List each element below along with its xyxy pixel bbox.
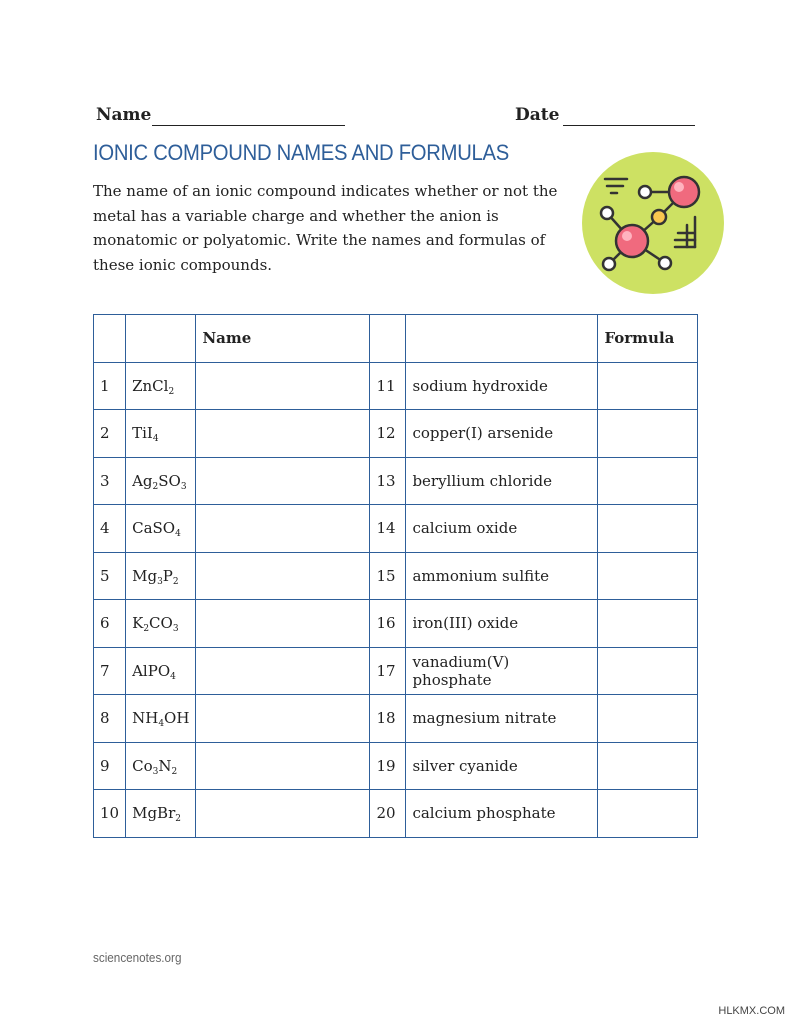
formula-answer-cell[interactable]	[598, 552, 698, 600]
row-number-left: 8	[94, 695, 126, 743]
formula-subscript: 4	[152, 434, 159, 445]
formula-answer-cell[interactable]	[598, 742, 698, 790]
formula-subscript: 2	[168, 386, 175, 397]
col-header	[126, 315, 196, 363]
row-number-right: 12	[370, 410, 406, 458]
formula-subscript: 4	[175, 529, 181, 540]
table-row	[94, 695, 698, 743]
row-number-left: 9	[94, 742, 126, 790]
formula-part: CaSO	[132, 519, 176, 538]
formula-subscript: 2	[152, 481, 159, 492]
table-row	[94, 742, 698, 790]
formula-part: Ag	[132, 471, 153, 490]
formula-subscript: 2	[171, 766, 178, 777]
formula-part: SO	[158, 471, 181, 490]
molecule-icon	[581, 151, 725, 295]
formula-subscript: 4	[158, 719, 165, 730]
row-number-left: 2	[94, 410, 126, 458]
name-answer-cell[interactable]	[196, 790, 370, 838]
compound-formula	[126, 742, 196, 790]
name-answer-cell[interactable]	[196, 647, 370, 695]
formula-subscript: 3	[152, 766, 159, 777]
formula-subscript: 3	[180, 481, 187, 492]
footer-site: sciencenotes.org	[93, 950, 182, 965]
compound-name: calcium phosphate	[406, 790, 598, 838]
compound-formula	[126, 600, 196, 648]
compound-formula	[126, 505, 196, 553]
table-header-row	[94, 315, 698, 363]
formula-part: AlPO	[132, 661, 171, 680]
header-row	[96, 105, 696, 131]
formula-part: NH	[132, 709, 159, 728]
formula-part: P	[162, 566, 173, 585]
row-number-right: 11	[370, 362, 406, 410]
formula-part: ZnCl	[132, 376, 169, 395]
formula-part: N	[158, 756, 172, 775]
formula-part: Co	[132, 756, 153, 775]
table-row	[94, 457, 698, 505]
table-row	[94, 600, 698, 648]
row-number-left: 6	[94, 600, 126, 648]
row-number-right: 15	[370, 552, 406, 600]
formula-subscript: 3	[172, 624, 179, 635]
page-title: IONIC COMPOUND NAMES AND FORMULAS	[93, 140, 509, 165]
table-row	[94, 410, 698, 458]
row-number-right: 19	[370, 742, 406, 790]
name-answer-cell[interactable]	[196, 600, 370, 648]
compound-name: beryllium chloride	[406, 457, 598, 505]
row-number-right: 16	[370, 600, 406, 648]
formula-part: MgBr	[132, 804, 176, 823]
table-row	[94, 647, 698, 695]
formula-answer-cell[interactable]	[598, 790, 698, 838]
formula-answer-cell[interactable]	[598, 362, 698, 410]
row-number-left: 5	[94, 552, 126, 600]
table-row	[94, 790, 698, 838]
row-number-right: 18	[370, 695, 406, 743]
compound-name: ammonium sulfite	[406, 552, 598, 600]
formula-subscript: 2	[175, 814, 181, 825]
row-number-left: 4	[94, 505, 126, 553]
compound-name: sodium hydroxide	[406, 362, 598, 410]
compound-formula	[126, 552, 196, 600]
formula-subscript: 2	[172, 576, 179, 587]
compound-name: iron(III) oxide	[406, 600, 598, 648]
row-number-right: 13	[370, 457, 406, 505]
compound-name: calcium oxide	[406, 505, 598, 553]
formula-answer-cell[interactable]	[598, 647, 698, 695]
name-answer-cell[interactable]	[196, 505, 370, 553]
name-answer-cell[interactable]	[196, 362, 370, 410]
col-header-name: Name	[196, 315, 370, 363]
col-header-formula: Formula	[598, 315, 698, 363]
formula-answer-cell[interactable]	[598, 600, 698, 648]
date-input-line[interactable]	[563, 125, 695, 126]
formula-part: TiI	[132, 424, 153, 443]
col-header	[370, 315, 406, 363]
compound-name: copper(I) arsenide	[406, 410, 598, 458]
col-header	[406, 315, 598, 363]
table-row	[94, 362, 698, 410]
formula-subscript: 3	[157, 576, 163, 587]
formula-part: Mg	[132, 566, 158, 585]
compound-table	[93, 314, 698, 838]
compound-name: vanadium(V) phosphate	[406, 647, 598, 695]
name-answer-cell[interactable]	[196, 695, 370, 743]
name-input-line[interactable]	[152, 125, 345, 126]
formula-answer-cell[interactable]	[598, 457, 698, 505]
formula-answer-cell[interactable]	[598, 410, 698, 458]
formula-part: CO	[149, 614, 173, 633]
compound-name: silver cyanide	[406, 742, 598, 790]
compound-formula	[126, 410, 196, 458]
compound-name: magnesium nitrate	[406, 695, 598, 743]
name-answer-cell[interactable]	[196, 410, 370, 458]
row-number-left: 7	[94, 647, 126, 695]
compound-formula	[126, 362, 196, 410]
row-number-right: 17	[370, 647, 406, 695]
formula-subscript: 4	[170, 671, 176, 682]
name-answer-cell[interactable]	[196, 552, 370, 600]
compound-formula	[126, 695, 196, 743]
watermark: HLKMX.COM	[718, 1005, 785, 1017]
table-row	[94, 552, 698, 600]
name-answer-cell[interactable]	[196, 457, 370, 505]
formula-part: K	[132, 614, 144, 633]
compound-formula	[126, 647, 196, 695]
name-label: Name	[96, 105, 152, 125]
compound-formula	[126, 457, 196, 505]
table-row	[94, 505, 698, 553]
intro-text: The name of an ionic compound indicates whether or not the metal has a variable charge and whether the anion is monatomic or polyatomic. Write the names and formulas of these ionic compounds.	[93, 182, 558, 274]
row-number-left: 1	[94, 362, 126, 410]
row-number-left: 3	[94, 457, 126, 505]
compound-formula	[126, 790, 196, 838]
col-header	[94, 315, 126, 363]
date-label: Date	[515, 105, 560, 125]
formula-subscript: 2	[143, 624, 150, 635]
formula-answer-cell[interactable]	[598, 505, 698, 553]
row-number-right: 20	[370, 790, 406, 838]
name-answer-cell[interactable]	[196, 742, 370, 790]
formula-answer-cell[interactable]	[598, 695, 698, 743]
row-number-left: 10	[94, 790, 126, 838]
formula-part: OH	[164, 709, 190, 728]
row-number-right: 14	[370, 505, 406, 553]
